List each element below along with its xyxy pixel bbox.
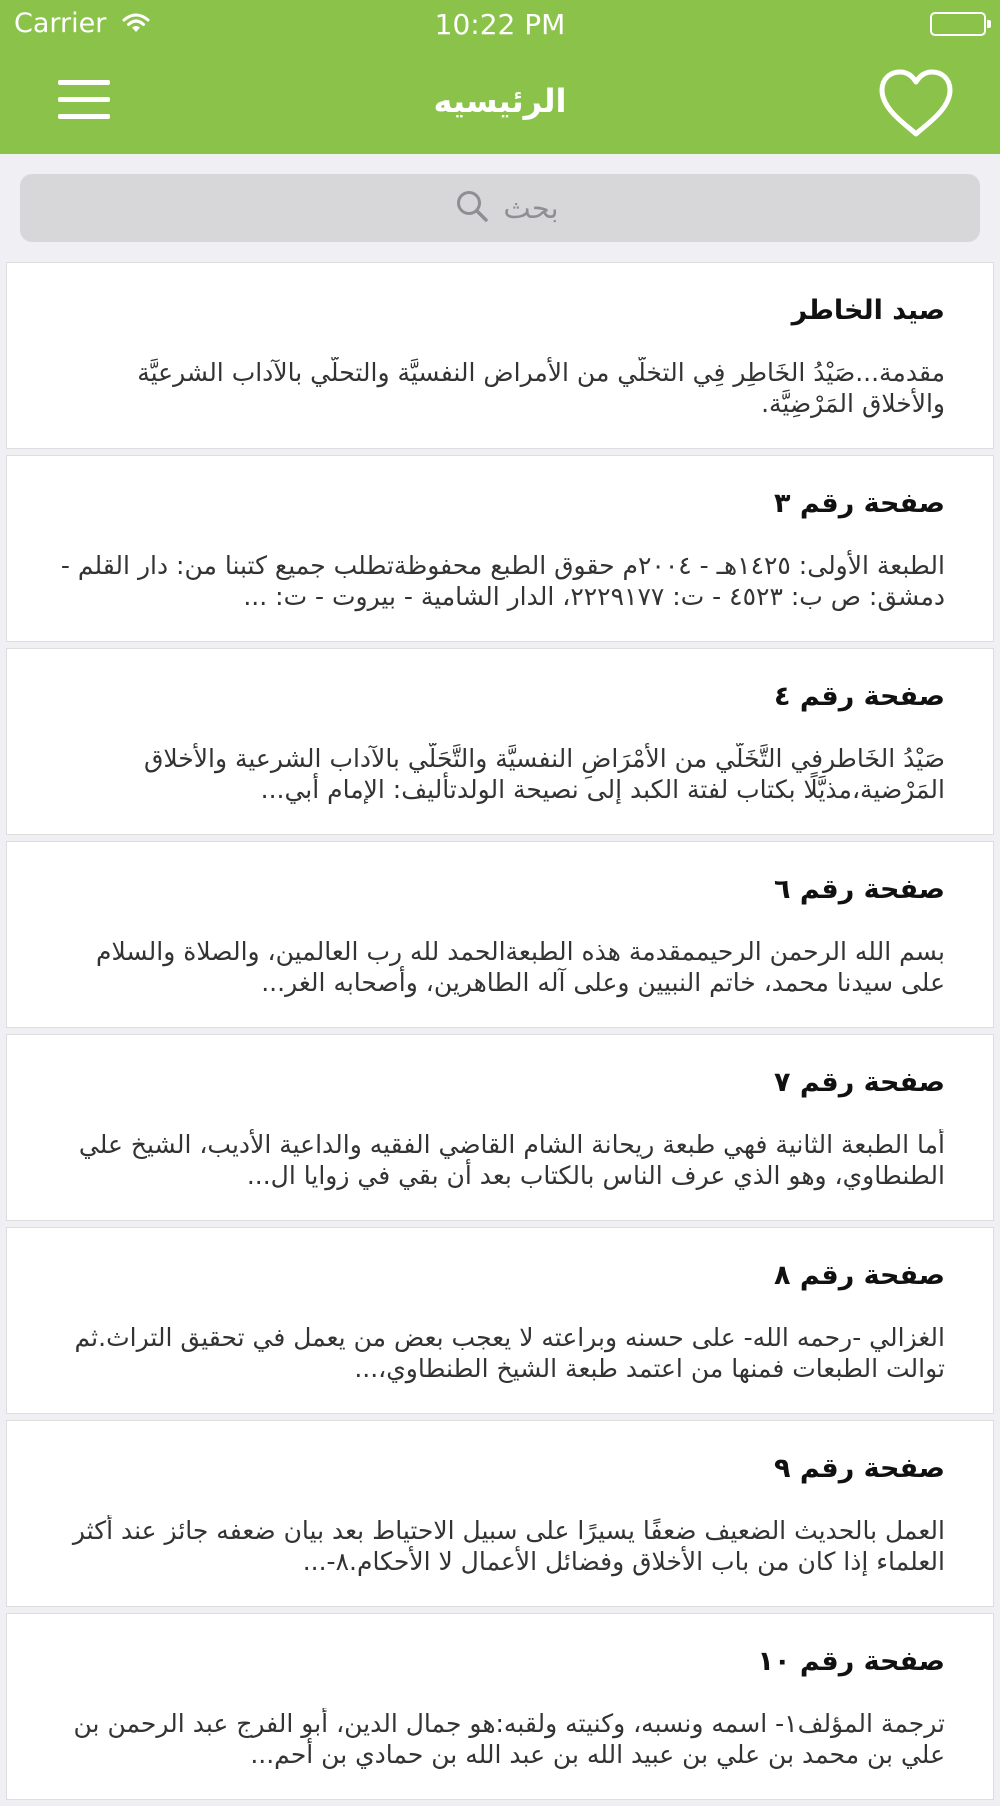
item-title: صفحة رقم ٤ <box>773 681 945 712</box>
item-title: صفحة رقم ٣ <box>773 488 945 519</box>
list-item[interactable] <box>6 1227 994 1414</box>
item-snippet: بسم الله الرحمن الرحيممقدمة هذه الطبعةالحمد لله رب العالمين، والصلاة والسلام على سيدنا محمد، خاتم النبيين وعلى آله الطاهرين، وأصحابه الغر... <box>95 937 945 997</box>
item-title: صفحة رقم ٧ <box>773 1067 945 1098</box>
item-title: صيد الخاطر <box>791 295 945 326</box>
item-title: صفحة رقم ٨ <box>773 1260 945 1291</box>
results-list <box>6 262 994 1806</box>
battery-icon <box>930 12 986 36</box>
header <box>0 0 1000 154</box>
item-snippet: أما الطبعة الثانية فهي طبعة ريحانة الشام القاضي الفقيه والداعية الأديب، الشيخ علي الطنطاوي، وهو الذي عرف الناس بالكتاب بعد أن بقي في زوايا ال... <box>78 1130 945 1190</box>
list-item[interactable] <box>6 455 994 642</box>
item-title: صفحة رقم ٦ <box>773 874 945 905</box>
search-container <box>0 154 1000 256</box>
item-snippet: الغزالي -رحمه الله- على حسنه وبراعته لا يعجب بعض من يعمل في تحقيق التراث.ثم توالت الطبعات فمنها من اعتمد طبعة الشيخ الطنطاوي،... <box>74 1323 945 1383</box>
status-bar <box>0 0 1000 50</box>
item-snippet: العمل بالحديث الضعيف ضعفًا يسيرًا على سبيل الاحتياط بعد بيان ضعفه جائز عند أكثر العلماء إذا كان من باب الأخلاق وفضائل الأعمال لا الأحكام.٨-... <box>72 1516 945 1576</box>
list-item[interactable] <box>6 262 994 449</box>
item-snippet: الطبعة الأولى: ١٤٢٥هـ - ٢٠٠٤م حقوق الطبع محفوظةتطلب جميع كتبنا من: دار القلم - دمشق: ص ب: ٤٥٢٣ - ت: ٢٢٢٩١٧٧، الدار الشامية - بيروت - ت: ... <box>60 551 945 611</box>
search-icon <box>455 189 489 227</box>
battery-nub <box>987 20 991 28</box>
list-item[interactable] <box>6 1420 994 1607</box>
list-item[interactable] <box>6 1034 994 1221</box>
item-snippet: صَيْدُ الخَاطرفي التَّخَلّي من الأمْرَاضِ النفسيَّة والتَّحَلّي بالآداب الشرعية والأخلاق المَرْضية،مذيَّلًا بكتاب لفتة الكبد إلى نصيحة الولدتأليف: الإمام أبي... <box>143 744 945 804</box>
item-title: صفحة رقم ٩ <box>773 1453 945 1484</box>
item-title: صفحة رقم ١٠ <box>757 1646 945 1677</box>
list-item[interactable] <box>6 1613 994 1800</box>
carrier-label: Carrier <box>14 8 107 39</box>
status-time: 10:22 PM <box>434 8 566 41</box>
list-item[interactable] <box>6 648 994 835</box>
heart-icon[interactable] <box>878 68 954 144</box>
list-item[interactable] <box>6 841 994 1028</box>
search-placeholder: بحث <box>503 191 559 225</box>
search-input[interactable] <box>20 174 980 242</box>
page-title: الرئيسيه <box>433 82 567 120</box>
item-snippet: مقدمة...صَيْدُ الخَاطِر فِي التخلّي من الأمراض النفسيَّة والتحلّي بالآداب الشرعيَّة والأخلاقِ المَرْضِيَّة. <box>137 358 945 418</box>
item-snippet: ترجمة المؤلف١- اسمه ونسبه، وكنيته ولقبه:هو جمال الدين، أبو الفرج عبد الرحمن بن علي بن محمد بن علي بن عبيد الله بن عبد الله بن حمادي بن أحم... <box>73 1709 945 1769</box>
